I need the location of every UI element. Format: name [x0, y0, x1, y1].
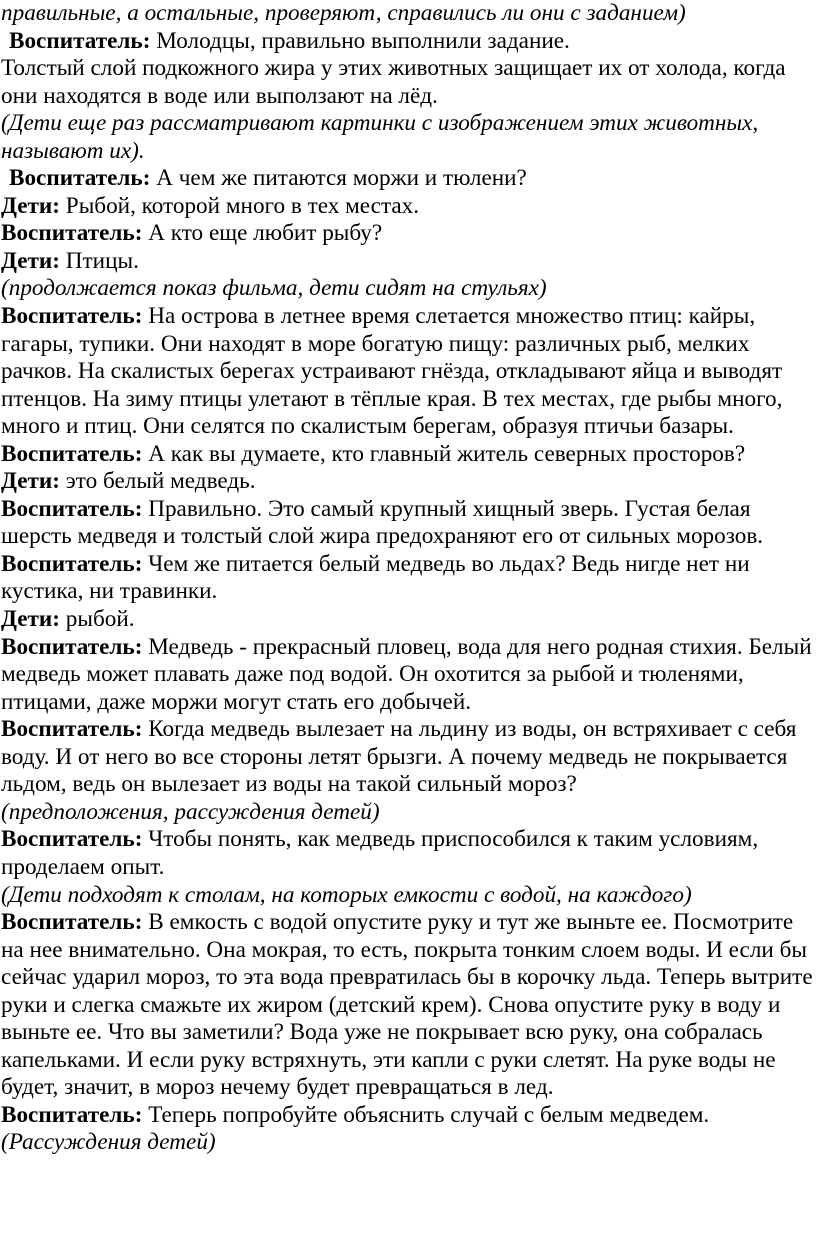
dialogue-line [1, 634, 814, 717]
dialogue-text: это белый медведь. [60, 468, 256, 495]
dialogue-text: Молодцы, правильно выполнили задание. [150, 27, 570, 54]
speaker-label: Воспитатель: [1, 303, 143, 330]
dialogue-line [1, 826, 814, 881]
speaker-label: Дети: [1, 606, 60, 633]
speaker-label: Воспитатель: [1, 909, 143, 936]
dialogue-text: Теперь попробуйте объяснить случай с белым медведем. [142, 1101, 710, 1128]
speaker-label: Дети: [1, 468, 60, 495]
dialogue-text: А чем же питаются моржи и тюлени? [150, 165, 527, 192]
dialogue-text: Медведь - прекрасный пловец, вода для него родная стихия. Белый медведь может плавать даже под водой. Он охотится за рыбой и тюленями, птицами, даже моржи могут стать его добычей. [1, 633, 812, 715]
dialogue-text: Чтобы понять, как медведь приспособился к таким условиям, проделаем опыт. [1, 826, 759, 880]
dialogue-line [1, 909, 814, 1102]
speaker-label: Дети: [1, 247, 60, 274]
speaker-label: Воспитатель: [1, 1101, 143, 1128]
dialogue-line [1, 441, 814, 469]
speaker-label: Воспитатель: [1, 495, 143, 522]
dialogue-line [1, 220, 814, 248]
speaker-label: Воспитатель: [1, 633, 143, 660]
dialogue-text: Правильно. Это самый крупный хищный зверь. Густая белая шерсть медведя и толстый слой жира предохраняют его от сильных морозов. [1, 495, 764, 550]
dialogue-text: Когда медведь вылезает на льдину из воды, он встряхивает с себя воду. И от него во все стороны летят брызги. А почему медведь не покрывается льдом, ведь он вылезает из воды на такой сильный мороз? [1, 716, 797, 798]
speaker-label: Воспитатель: [9, 165, 151, 192]
speaker-label: Воспитатель: [1, 220, 143, 247]
dialogue-line [1, 165, 814, 193]
dialogue-line [1, 716, 814, 799]
stage-direction: (Рассуждения детей) [1, 1129, 216, 1156]
dialogue-text: А как вы думаете, кто главный житель северных просторов? [142, 440, 746, 467]
speaker-label: Воспитатель: [9, 27, 151, 54]
dialogue-line [1, 1102, 814, 1130]
stage-direction: (Дети еще раз рассматривают картинки с изображением этих животных, называют их). [1, 110, 759, 164]
dialogue-text: На острова в летнее время слетается множество птиц: кайры, гагары, тупики. Они находят в море богатую пищу: различных рыб, мелких рачков. На скалистых берегах устраивают гнёзда, откладывают яйца и выводят птенцов. На зиму птицы улетают в тёплые края. В тех местах, где рыбы много, много и птиц. Они селятся по скалистым берегам, образуя птичьи базары. [1, 303, 783, 440]
dialogue-text: А кто еще любит рыбу? [142, 220, 383, 247]
dialogue-line [1, 606, 814, 634]
dialogue-line [1, 193, 814, 221]
dialogue-text: Рыбой, которой много в тех местах. [60, 192, 420, 219]
dialogue-text: В емкость с водой опустите руку и тут же выньте ее. Посмотрите на нее внимательно. Она мокрая, то есть, покрыта тонким слоем воды. И если бы сейчас ударил мороз, то эта вода превратилась бы в корочку льда. Теперь вытрите руки и слегка смажьте их жиром (детский крем). Снова опустите руку в воду и выньте ее. Что вы заметили? Вода уже не покрывает всю руку, она собралась капельками. И если руку встряхнуть, эти капли с руки слетят. На руке воды не будет, значит, в мороз нечему будет превращаться в лед. [1, 909, 813, 1101]
dialogue-text: Чем же питается белый медведь во льдах? Ведь нигде нет ни кустика, ни травинки. [1, 550, 750, 605]
speaker-label: Воспитатель: [1, 826, 143, 853]
dialogue-line [1, 551, 814, 606]
dialogue-text: рыбой. [60, 606, 135, 633]
dialogue-text: Птицы. [60, 247, 139, 274]
speaker-label: Воспитатель: [1, 550, 143, 577]
stage-direction: (Дети подходят к столам, на которых емкости с водой, на каждого) [1, 881, 692, 908]
dialogue-line [1, 303, 814, 441]
speaker-label: Воспитатель: [1, 440, 143, 467]
speaker-label: Дети: [1, 192, 60, 219]
dialogue-line [1, 28, 814, 56]
dialogue-line [1, 248, 814, 276]
speaker-label: Воспитатель: [1, 716, 143, 743]
stage-direction: (продолжается показ фильма, дети сидят на стульях) [1, 275, 547, 302]
dialogue-line [1, 468, 814, 496]
stage-direction: правильные, а остальные, проверяют, справились ли они с заданием) [1, 0, 686, 26]
text-paragraph: Толстый слой подкожного жира у этих животных защищает их от холода, когда они находятся в воде или выползают на лёд. [1, 55, 786, 109]
stage-direction: (предположения, рассуждения детей) [1, 798, 380, 825]
dialogue-line [1, 496, 814, 551]
